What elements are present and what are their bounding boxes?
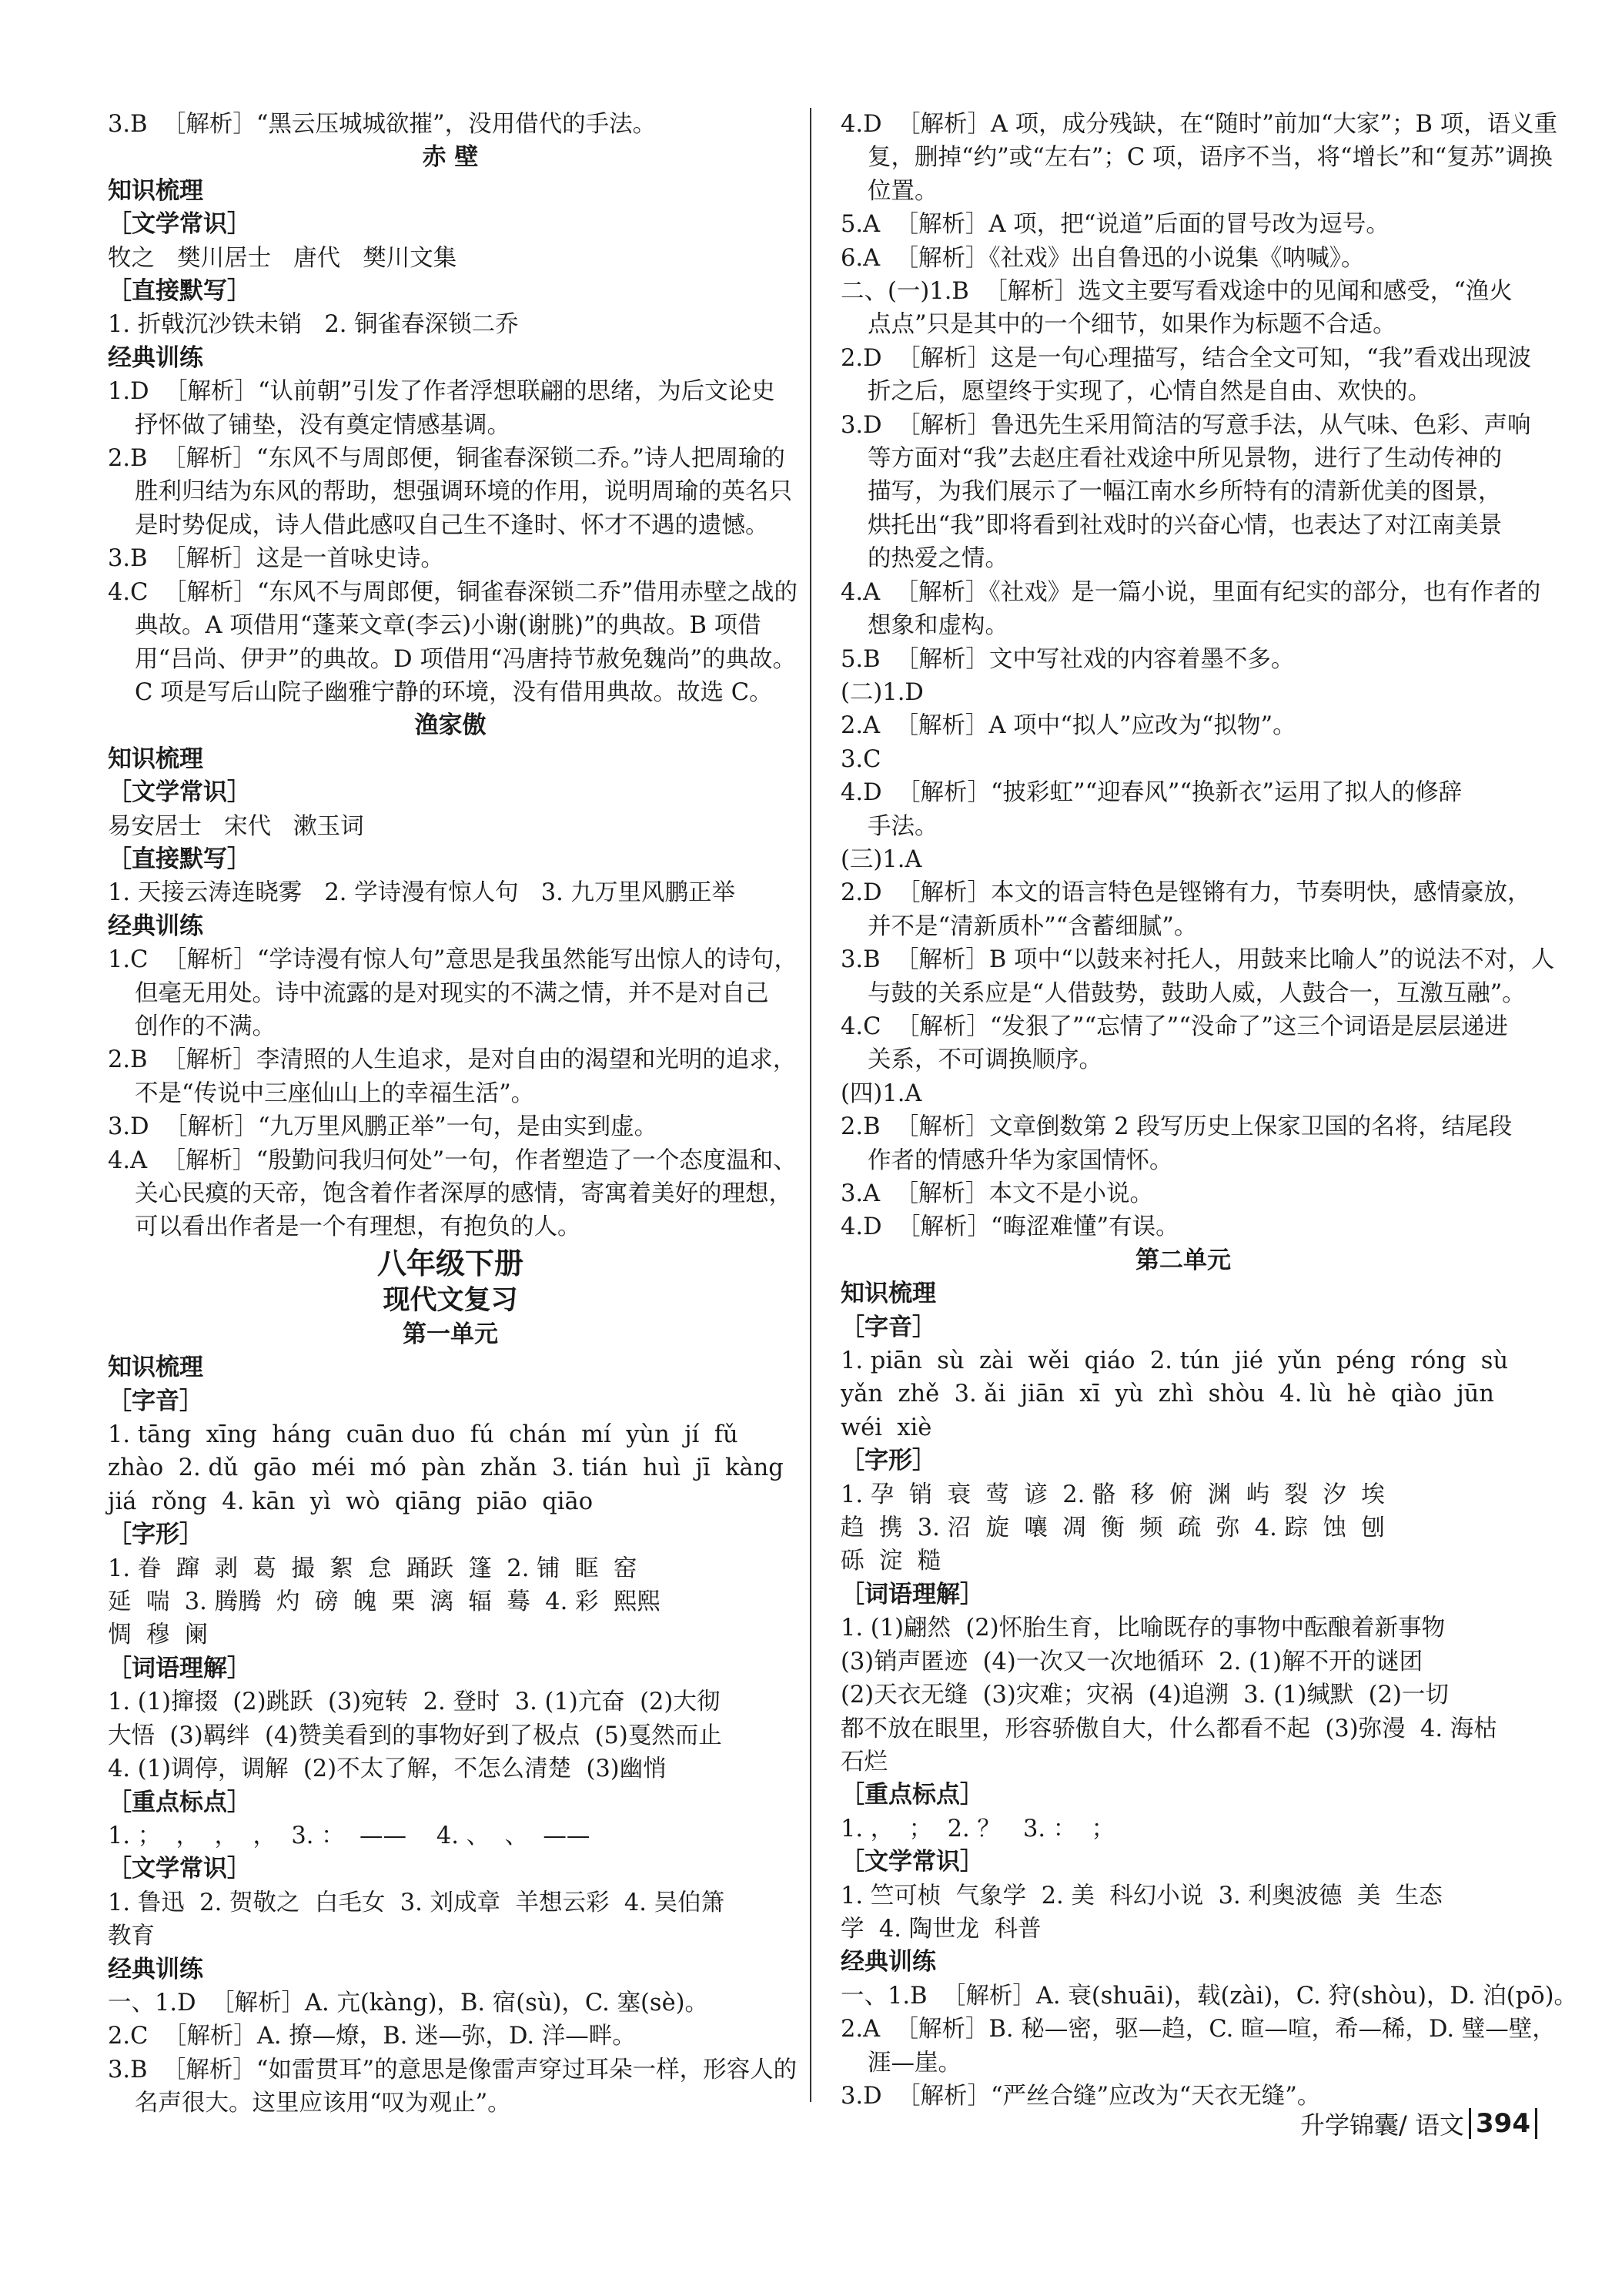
text-line: 抒怀做了铺垫，没有奠定情感基调。 xyxy=(135,411,510,439)
text-line: 1.D ［解析］“认前朝”引发了作者浮想联翩的思绪，为后文论史 xyxy=(108,378,775,406)
bracket-label: ［文学常识］ xyxy=(108,1855,251,1883)
text-line: 二、(一)1.B ［解析］选文主要写看戏途中的见闻和感受，“渔火 xyxy=(841,278,1513,306)
bracket-label: ［文学常识］ xyxy=(841,1848,984,1876)
text-line: 石烂 xyxy=(841,1748,888,1776)
text-line: 教育 xyxy=(108,1923,155,1950)
bracket-label: ［字音］ xyxy=(108,1387,203,1415)
text-line: 关系，不可调换顺序。 xyxy=(868,1046,1102,1074)
text-line: (3)销声匿迹 (4)一次又一次地循环 2. (1)解不开的谜团 xyxy=(841,1648,1423,1675)
text-line: (二)1.D xyxy=(841,678,924,706)
bracket-label: ［文学常识］ xyxy=(108,778,251,807)
text-line: 3.D ［解析］“严丝合缝”应改为“天衣无缝”。 xyxy=(841,2082,1321,2110)
bracket-label: ［重点标点］ xyxy=(108,1788,251,1816)
bracket-label: ［词语理解］ xyxy=(108,1654,251,1682)
subsection-heading: 知识梳理 xyxy=(841,1280,936,1308)
text-line: 都不放在眼里，形容骄傲自大，什么都看不起 (3)弥漫 4. 海枯 xyxy=(841,1715,1497,1742)
text-line: 是时势促成，诗人借此感叹自己生不逢时、怀才不遇的遗憾。 xyxy=(135,511,769,539)
section-title: 渔家傲 xyxy=(414,711,487,740)
bracket-label: ［直接默写］ xyxy=(108,277,251,306)
text-line: 砾 淀 糙 xyxy=(841,1548,941,1575)
text-line: (四)1.A xyxy=(841,1079,922,1107)
text-line: 折之后，愿望终于实现了，心情自然是自由、欢快的。 xyxy=(868,378,1431,406)
text-line: (三)1.A xyxy=(841,845,922,873)
text-line: 手法。 xyxy=(868,812,938,840)
bracket-label: ［字形］ xyxy=(841,1447,936,1475)
text-line: 复，删掉“约”或“左右”；C 项，语序不当，将“增长”和“复苏”调换 xyxy=(868,144,1553,172)
text-line: 涯—崖。 xyxy=(868,2049,961,2077)
text-line: 4.A ［解析］《社戏》是一篇小说，里面有纪实的部分，也有作者的 xyxy=(841,578,1541,606)
grade-title: 八年级下册 xyxy=(376,1246,523,1280)
text-line: 4.C ［解析］“发狠了”“忘情了”“没命了”这三个词语是层层递进 xyxy=(841,1012,1508,1040)
text-line: 一、1.B ［解析］A. 衰(shuāi)，载(zài)，C. 狩(shòu)，D. 泊(pō)。 xyxy=(841,1982,1577,2010)
text-line: yǎn zhě 3. ǎi jiān xī yù zhì shòu 4. lù hè qiào jūn xyxy=(841,1381,1494,1408)
text-line: 名声很大。这里应该用“叹为观止”。 xyxy=(135,2090,511,2117)
text-line: 2.B ［解析］文章倒数第 2 段写历史上保家卫国的名将，结尾段 xyxy=(841,1113,1513,1141)
text-line: 3.D ［解析］鲁迅先生采用简洁的写意手法，从气味、色彩、声响 xyxy=(841,411,1531,439)
text-line: 5.B ［解析］文中写社戏的内容着墨不多。 xyxy=(841,645,1295,673)
text-line: 并不是“清新质朴”“含蓄细腻”。 xyxy=(868,912,1198,940)
subsection-heading: 知识梳理 xyxy=(108,745,203,773)
text-line: 1. 眷 蹿 剥 葛 撮 絮 怠 踊跃 篷 2. 铺 眶 窑 xyxy=(108,1555,637,1582)
text-line: 牧之 樊川居士 唐代 樊川文集 xyxy=(108,244,457,272)
text-line: 1. (1)翩然 (2)怀胎生育，比喻既存的事物中酝酿着新事物 xyxy=(841,1615,1446,1642)
text-line: 的热爱之情。 xyxy=(868,545,1008,573)
bracket-label: ［词语理解］ xyxy=(841,1580,984,1608)
text-line: 2.B ［解析］“东风不与周郎便，铜雀春深锁二乔。”诗人把周瑜的 xyxy=(108,445,785,473)
right-column xyxy=(841,108,1577,2113)
text-line: 2.D ［解析］这是一句心理描写，结合全文可知，“我”看戏出现波 xyxy=(841,344,1532,372)
subsection-heading: 经典训练 xyxy=(841,1948,936,1976)
text-line: 4.D ［解析］A 项，成分残缺，在“随时”前加“大家”；B 项，语义重 xyxy=(841,111,1558,138)
text-line: 3.B ［解析］“如雷贯耳”的意思是像雷声穿过耳朵一样，形容人的 xyxy=(108,2056,798,2083)
review-title: 现代文复习 xyxy=(383,1284,518,1316)
text-line: 大悟 (3)羁绊 (4)赞美看到的事物好到了极点 (5)戛然而止 xyxy=(108,1722,722,1749)
text-line: 2.D ［解析］本文的语言特色是铿锵有力，节奏明快，感情豪放， xyxy=(841,879,1531,907)
bracket-label: ［字形］ xyxy=(108,1521,203,1549)
text-line: 4. (1)调停，调解 (2)不太了解，不怎么清楚 (3)幽悄 xyxy=(108,1755,667,1783)
text-line: 易安居士 宋代 漱玉词 xyxy=(108,812,364,840)
text-line: 作者的情感升华为家国情怀。 xyxy=(868,1146,1173,1174)
text-line: 学 4. 陶世龙 科普 xyxy=(841,1915,1042,1943)
text-line: 不是“传说中三座仙山上的幸福生活”。 xyxy=(135,1079,535,1107)
text-line: 2.C ［解析］A. 撩—燎，B. 迷—弥，D. 洋—畔。 xyxy=(108,2023,636,2050)
text-line: 典故。A 项借用“蓬莱文章(李云)小谢(谢朓)”的典故。B 项借 xyxy=(135,612,761,640)
book-title: 升学锦囊/ 语文 xyxy=(1300,2110,1465,2140)
text-line: 创作的不满。 xyxy=(135,1012,276,1040)
text-line: 1. 鲁迅 2. 贺敬之 白毛女 3. 刘成章 羊想云彩 4. 吴伯箫 xyxy=(108,1889,725,1916)
text-line: 胜利归结为东风的帮助，想强调环境的作用，说明周瑜的英名只 xyxy=(135,478,792,506)
text-line: 想象和虚构。 xyxy=(868,612,1008,640)
page-footer xyxy=(1300,2106,1537,2141)
text-line: 与鼓的关系应是“人借鼓势，鼓助人威，人鼓合一，互激互融”。 xyxy=(868,979,1526,1007)
text-line: 1. tāng xīng háng cuān duo fú chán mí yùn jí fǔ xyxy=(108,1421,738,1449)
text-line: 惆 穆 阑 xyxy=(108,1622,209,1649)
text-line: zhào 2. dǔ gāo méi mó pàn zhǎn 3. tián huì jī kàng xyxy=(108,1454,784,1482)
text-line: (2)天衣无缝 (3)灾难；灾祸 (4)追溯 3. (1)缄默 (2)一切 xyxy=(841,1682,1449,1709)
text-line: 一、1.D ［解析］A. 亢(kàng)，B. 宿(sù)，C. 塞(sè)。 xyxy=(108,1989,709,2017)
text-line: 1.C ［解析］“学诗漫有惊人句”意思是我虽然能写出惊人的诗句， xyxy=(108,946,798,974)
text-line: 4.D ［解析］“披彩虹”“迎春风”“换新衣”运用了拟人的修辞 xyxy=(841,779,1462,807)
text-line: 1. piān sù zài wěi qiáo 2. tún jié yǔn péng róng sù xyxy=(841,1347,1509,1375)
text-line: 3.D ［解析］“九万里风鹏正举”一句，是由实到虚。 xyxy=(108,1113,658,1141)
section-title: 第一单元 xyxy=(403,1320,498,1348)
text-line: 2.A ［解析］A 项中“拟人”应改为“拟物”。 xyxy=(841,712,1296,740)
bracket-label: ［文学常识］ xyxy=(108,210,251,239)
text-line: 3.B ［解析］“黑云压城城欲摧”，没用借代的手法。 xyxy=(108,111,657,138)
subsection-heading: 经典训练 xyxy=(108,343,203,372)
text-line: 1. (1)撺掇 (2)跳跃 (3)宛转 2. 登时 3. (1)亢奋 (2)大彻 xyxy=(108,1689,721,1716)
text-line: 3.C xyxy=(841,745,881,773)
text-line: 1. ； ， ， ， 3. ： —— 4. 、 、 —— xyxy=(108,1822,590,1849)
text-line: 等方面对“我”去赵庄看社戏途中所见景物，进行了生动传神的 xyxy=(868,445,1503,473)
text-line: wéi xiè xyxy=(841,1414,932,1441)
text-line: 延 喘 3. 腾腾 灼 磅 魄 栗 漓 辐 蓦 4. 彩 熙熙 xyxy=(108,1588,661,1616)
text-line: 关心民瘼的天帝，饱含着作者深厚的感情，寄寓着美好的理想， xyxy=(135,1180,792,1207)
text-line: 3.B ［解析］B 项中“以鼓来衬托人，用鼓来比喻人”的说法不对，人 xyxy=(841,946,1555,974)
text-line: 1. 孕 销 衰 莺 谚 2. 骼 移 俯 渊 屿 裂 汐 埃 xyxy=(841,1481,1385,1508)
text-line: 点点”只是其中的一个细节，如果作为标题不合适。 xyxy=(868,311,1396,339)
section-title: 第二单元 xyxy=(1135,1246,1231,1274)
text-line: 3.B ［解析］这是一首咏史诗。 xyxy=(108,545,444,573)
text-line: 但毫无用处。诗中流露的是对现实的不满之情，并不是对自己 xyxy=(135,979,769,1007)
text-line: 2.B ［解析］李清照的人生追求，是对自由的渴望和光明的追求， xyxy=(108,1046,797,1074)
text-line: 可以看出作者是一个有理想，有抱负的人。 xyxy=(135,1213,581,1241)
text-line: 1. 竺可桢 气象学 2. 美 科幻小说 3. 利奥波德 美 生态 xyxy=(841,1882,1443,1909)
text-line: 1. 折戟沉沙铁未销 2. 铜雀春深锁二乔 xyxy=(108,311,519,339)
text-line: jiá rǒng 4. kān yì wò qiāng piāo qiāo xyxy=(108,1488,594,1515)
subsection-heading: 知识梳理 xyxy=(108,1354,203,1382)
subsection-heading: 经典训练 xyxy=(108,912,203,940)
text-line: 1. ， ； 2. ？ 3. ： ； xyxy=(841,1815,1115,1842)
left-column xyxy=(108,108,798,2120)
text-line: 6.A ［解析］《社戏》出自鲁迅的小说集《呐喊》。 xyxy=(841,244,1365,272)
subsection-heading: 经典训练 xyxy=(108,1955,203,1983)
page-number: 394 xyxy=(1469,2108,1537,2139)
text-line: 2.A ［解析］B. 秘—密，驱—趋，C. 暄—喧，希—稀，D. 璧—壁， xyxy=(841,2016,1556,2043)
column-divider xyxy=(810,108,811,2102)
bracket-label: ［直接默写］ xyxy=(108,845,251,873)
text-line: C 项是写后山院子幽雅宁静的环境，没有借用典故。故选 C。 xyxy=(135,678,773,706)
text-line: 3.A ［解析］本文不是小说。 xyxy=(841,1180,1154,1207)
text-line: 5.A ［解析］A 项，把“说道”后面的冒号改为逗号。 xyxy=(841,211,1390,239)
bracket-label: ［重点标点］ xyxy=(841,1781,984,1809)
text-line: 4.D ［解析］“晦涩难懂”有误。 xyxy=(841,1213,1179,1241)
text-line: 4.C ［解析］“东风不与周郎便，铜雀春深锁二乔”借用赤壁之战的 xyxy=(108,578,798,606)
bracket-label: ［字音］ xyxy=(841,1313,936,1341)
text-line: 位置。 xyxy=(868,177,938,205)
text-line: 1. 天接云涛连晓雾 2. 学诗漫有惊人句 3. 九万里风鹏正举 xyxy=(108,879,736,907)
text-line: 趋 携 3. 沼 旋 嚷 凋 衡 频 疏 弥 4. 踪 蚀 刨 xyxy=(841,1514,1385,1542)
subsection-heading: 知识梳理 xyxy=(108,176,203,205)
text-line: 用“吕尚、伊尹”的典故。D 项借用“冯唐持节赦免魏尚”的典故。 xyxy=(135,645,797,673)
text-line: 4.A ［解析］“殷勤问我归何处”一句，作者塑造了一个态度温和、 xyxy=(108,1146,797,1174)
section-title: 赤 壁 xyxy=(422,143,479,172)
text-line: 描写，为我们展示了一幅江南水乡所特有的清新优美的图景， xyxy=(868,478,1502,506)
text-line: 烘托出“我”即将看到社戏时的兴奋心情，也表达了对江南美景 xyxy=(868,511,1503,539)
